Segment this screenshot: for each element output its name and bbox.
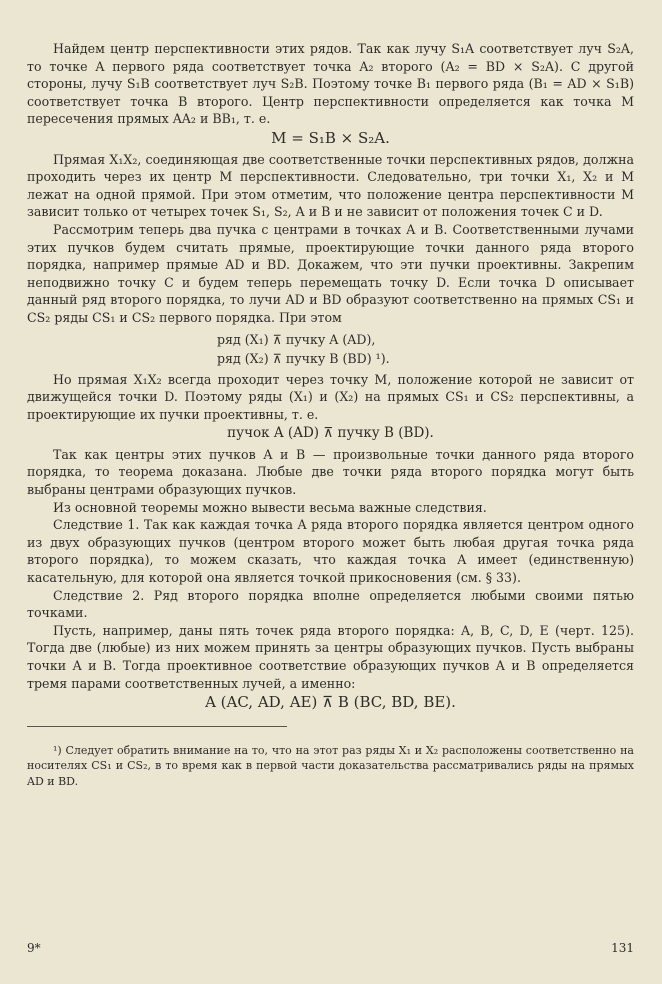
footnote-divider xyxy=(27,726,287,727)
paragraph-2: Прямая X₁X₂, соединяющая две соответственные точки перспективных рядов, должна проходить через их центр M перспективности. Следовательно, три точки X₁, X₂ и M лежат на одной прямой. При этом отметим, что положение центра перспективности M зависит только от четырех точек S₁, S₂, A и B и не зависит от положения точек C и D. xyxy=(27,151,634,220)
paragraph-corollary-2: Следствие 2. Ряд второго порядка вполне определяется любыми своими пятью точками. xyxy=(27,587,634,621)
paragraph-1: Найдем центр перспективности этих рядов. Так как лучу S₁A соответствует луч S₂A, то точке A первого ряда соответствует точка A₂ второго (A₂ = BD × S₂A). С другой стороны, лучу S₁B соответствует луч S₂B. Поэтому точке B₁ первого ряда (B₁ = AD × S₁B) соответствует точка B второго. Центр перспективности определяется как точка M пересечения прямых AA₂ и BB₁, т. е. xyxy=(27,41,634,127)
formula-three-pairs: A (AC, AD, AE) ⊼ B (BC, BD, BE). xyxy=(205,693,456,712)
row-x2: ряд (X₂) ⊼ пучку B (BD) ¹). xyxy=(217,350,390,366)
page-footer xyxy=(27,940,634,958)
row-x1: ряд (X₁) ⊼ пучку A (AD), xyxy=(217,331,376,347)
paragraph-4: Но прямая X₁X₂ всегда проходит через точку M, положение которой не зависит от движущейся точки D. Поэтому ряды (X₁) и (X₂) на прямых CS₁ и CS₂ перспективны, а проектирующие их пучки проективны, т. е. xyxy=(27,371,634,422)
footnote: ¹) Следует обратить внимание на то, что на этот раз ряды X₁ и X₂ расположены соответственно на носителях CS₁ и CS₂, в то время как в первой части доказательства рассматривались ряды на прямых AD и BD. xyxy=(27,743,634,788)
paragraph-corollary-1: Следствие 1. Так как каждая точка A ряда второго порядка является центром одного из двух образующих пучков (центром второго может быть любая другая точка ряда второго порядка), то можем сказать, что каждая точка A имеет (единственную) касательную, для которой она является точкой прикосновения (см. § 33). xyxy=(27,517,634,586)
paragraph-5: Так как центры этих пучков A и B — произвольные точки данного ряда второго порядка, то теорема доказана. Любые две точки ряда второго порядка могут быть выбраны центрами образующих пучков. xyxy=(27,446,634,498)
paragraph-3: Рассмотрим теперь два пучка с центрами в точках A и B. Соответственными лучами этих пучков будем считать прямые, проектирующие точки данного ряда второго порядка, например прямые AD и BD. Докажем, что эти пучки проективны. Закрепим неподвижно точку C и будем теперь перемещать точку D. Если точка D описывает данный ряд второго порядка, то лучи AD и BD образуют соответственно на прямых CS₁ и CS₂ ряды CS₁ и CS₂ первого порядка. При этом xyxy=(27,221,634,325)
formula-center-m: M = S₁B × S₂A. xyxy=(271,128,390,147)
paragraph-6: Из основной теоремы можно вывести весьма важные следствия. xyxy=(53,499,487,515)
formula-pencils: пучок A (AD) ⊼ пучку B (BD). xyxy=(227,425,434,442)
page-number: 131 xyxy=(611,941,634,955)
paragraph-9: Пусть, например, даны пять точек ряда второго порядка: A, B, C, D, E (черт. 125). Тогда две (любые) из них можем принять за центры образующих пучков. Пусть выбраны точки A и B. Тогда проективное соответствие образующих пучков A и B определяется тремя парами соответственных лучей, а именно: xyxy=(27,622,634,691)
projective-rows xyxy=(217,330,634,368)
signature-mark: 9* xyxy=(27,941,41,955)
